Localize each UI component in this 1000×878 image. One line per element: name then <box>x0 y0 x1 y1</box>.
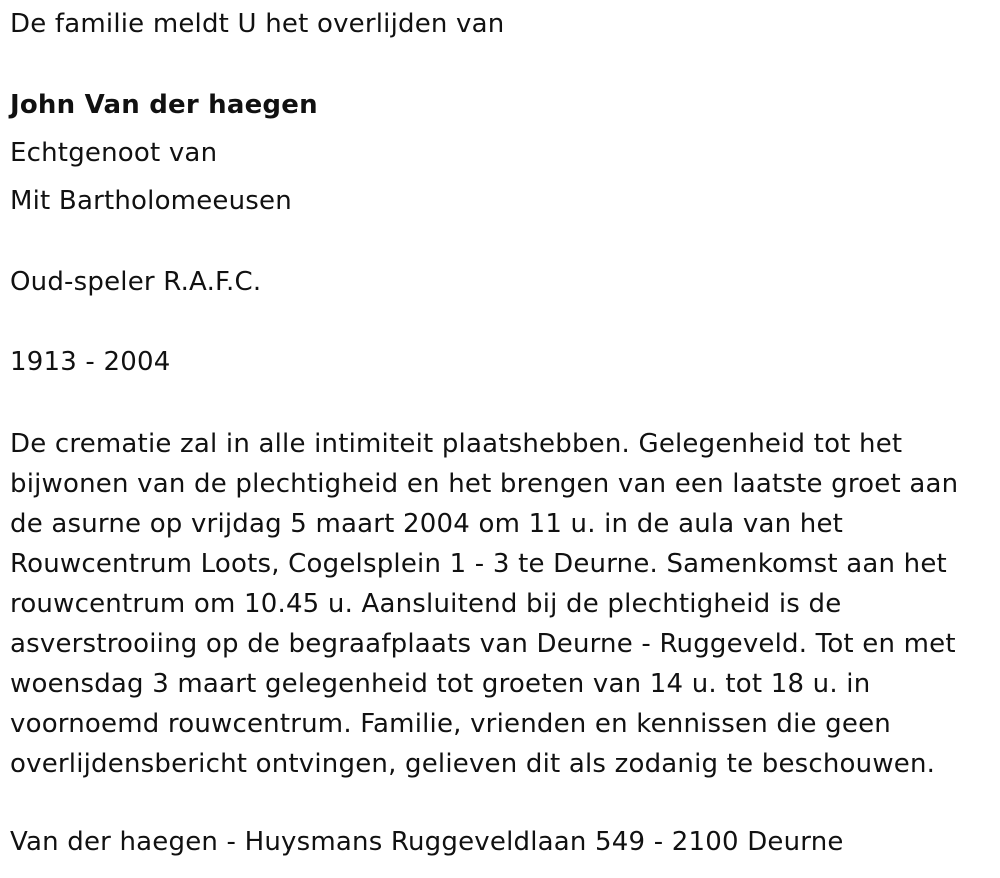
paragraph-line: de asurne op vrijdag 5 maart 2004 om 11 u. in de aula van het <box>10 509 844 539</box>
spouse-name: Mit Bartholomeeusen <box>10 186 292 216</box>
deceased-title: Oud-speler R.A.F.C. <box>10 267 262 297</box>
paragraph-line: De crematie zal in alle intimiteit plaatshebben. Gelegenheid tot het <box>10 429 903 459</box>
deceased-name: John Van der haegen <box>10 90 318 120</box>
intro-text: De familie meldt U het overlijden van <box>10 9 505 39</box>
paragraph-line: voornoemd rouwcentrum. Familie, vrienden en kennissen die geen <box>10 709 891 739</box>
paragraph-line: overlijdensbericht ontvingen, gelieven dit als zodanig te beschouwen. <box>10 749 936 779</box>
life-years: 1913 - 2004 <box>10 347 171 377</box>
paragraph-line: woensdag 3 maart gelegenheid tot groeten van 14 u. tot 18 u. in <box>10 669 871 699</box>
relation-text: Echtgenoot van <box>10 138 218 168</box>
family-address: Van der haegen - Huysmans Ruggeveldlaan 549 - 2100 Deurne <box>10 827 844 857</box>
ceremony-paragraph <box>10 424 985 784</box>
paragraph-line: rouwcentrum om 10.45 u. Aansluitend bij de plechtigheid is de <box>10 589 842 619</box>
paragraph-line: bijwonen van de plechtigheid en het brengen van een laatste groet aan <box>10 469 959 499</box>
paragraph-line: Rouwcentrum Loots, Cogelsplein 1 - 3 te Deurne. Samenkomst aan het <box>10 549 947 579</box>
paragraph-line: asverstrooiing op de begraafplaats van Deurne - Ruggeveld. Tot en met <box>10 629 956 659</box>
